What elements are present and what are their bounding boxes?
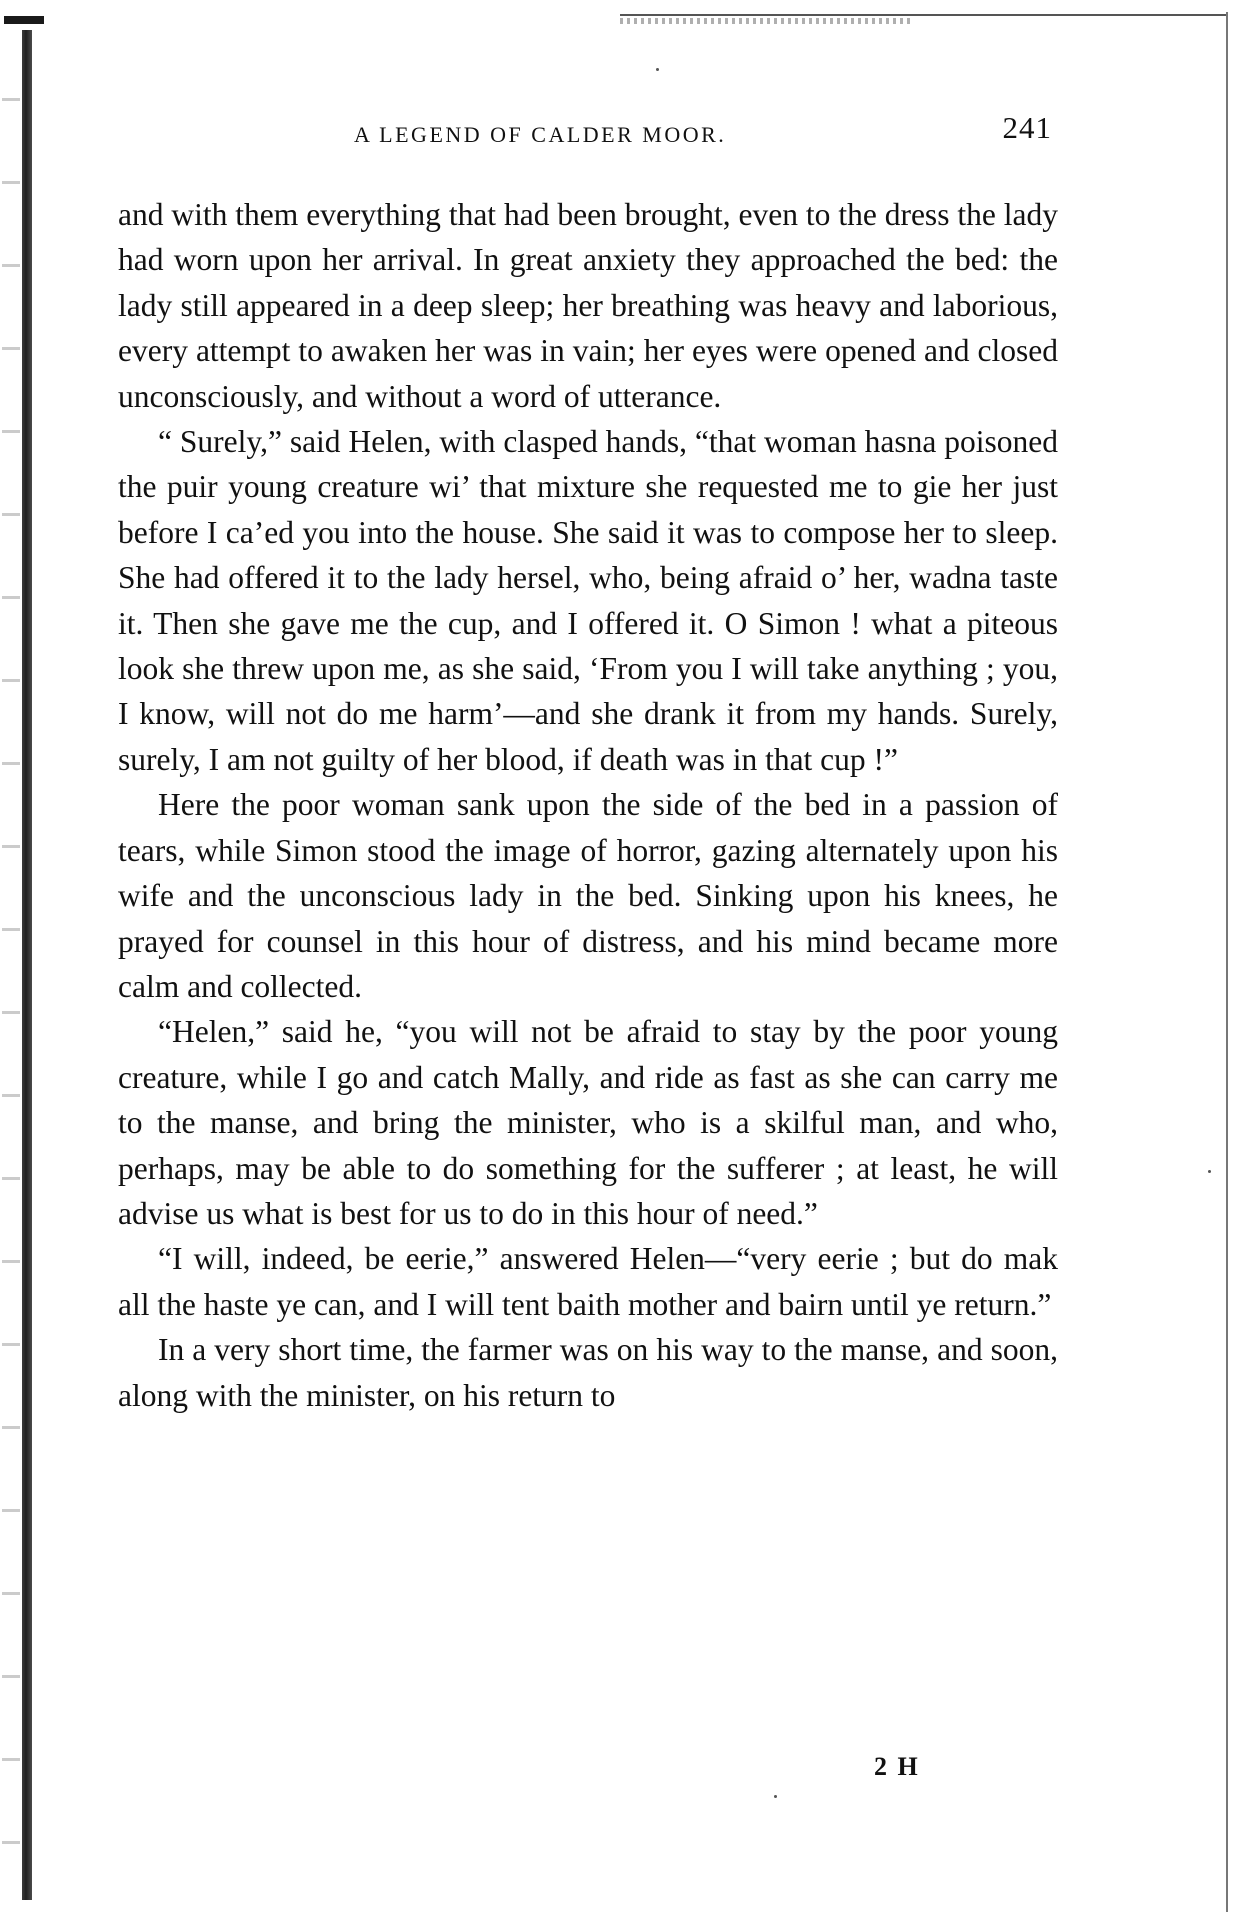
page-right-edge <box>1226 12 1228 1912</box>
stray-speck <box>774 1795 777 1798</box>
paragraph-1: and with them everything that had been brought, even to the dress the lady had worn upon her arrival. In great anxiety they approached the bed: the lady still appeared in a deep sleep; her breathing was heavy and laborious, every attempt to awaken her was in vain; her eyes were opened and closed unconsciously, and without a word of utterance. <box>118 197 1058 414</box>
page-top-edge <box>620 14 1226 16</box>
paragraph-2: “ Surely,” said Helen, with clasped hands, “that woman hasna poisoned the puir young creature wi’ that mixture she requested me to gie her just before I ca’ed you into the house. She said it was to compose her to sleep. She had offered it to the lady hersel, who, being afraid o’ her, wadna taste it. Then she gave me the cup, and I offered it. O Simon ! what a piteous look she threw upon me, as she said, ‘From you I will take anything ; you, I know, will not do me harm’—and she drank it from my hands. Surely, surely, I am not guilty of her blood, if death was in that cup !” <box>118 424 1058 777</box>
stray-speck <box>1208 1170 1211 1173</box>
running-title: A LEGEND OF CALDER MOOR. <box>354 122 727 147</box>
signature-mark: 2 H <box>874 1752 920 1781</box>
scan-noise <box>620 18 910 24</box>
binding-specks <box>2 60 20 1900</box>
page-header <box>118 110 1058 160</box>
paragraph-5: “I will, indeed, be eerie,” answered Helen—“very eerie ; but do mak all the haste ye can, and I will tent baith mother and bairn until ye return.” <box>118 1241 1058 1322</box>
paragraph-6: In a very short time, the farmer was on his way to the manse, and soon, along with the minister, on his return to <box>118 1332 1058 1413</box>
paragraph-3: Here the poor woman sank upon the side of the bed in a passion of tears, while Simon stood the image of horror, gazing alternately upon his wife and the unconscious lady in the bed. Sinking upon his knees, he prayed for counsel in this hour of distress, and his mind became more calm and collected. <box>118 787 1058 1004</box>
binding-top-mark <box>4 16 44 24</box>
stray-speck <box>656 68 659 71</box>
binding-edge <box>22 30 32 1900</box>
body-text <box>118 192 1058 1418</box>
page-number: 241 <box>1002 110 1052 145</box>
paragraph-4: “Helen,” said he, “you will not be afraid to stay by the poor young creature, while I go and catch Mally, and ride as fast as she can carry me to the manse, and bring the minister, who is a skilful man, and who, perhaps, may be able to do something for the sufferer ; at least, he will advise us what is best for us to do in this hour of need.” <box>118 1014 1058 1231</box>
